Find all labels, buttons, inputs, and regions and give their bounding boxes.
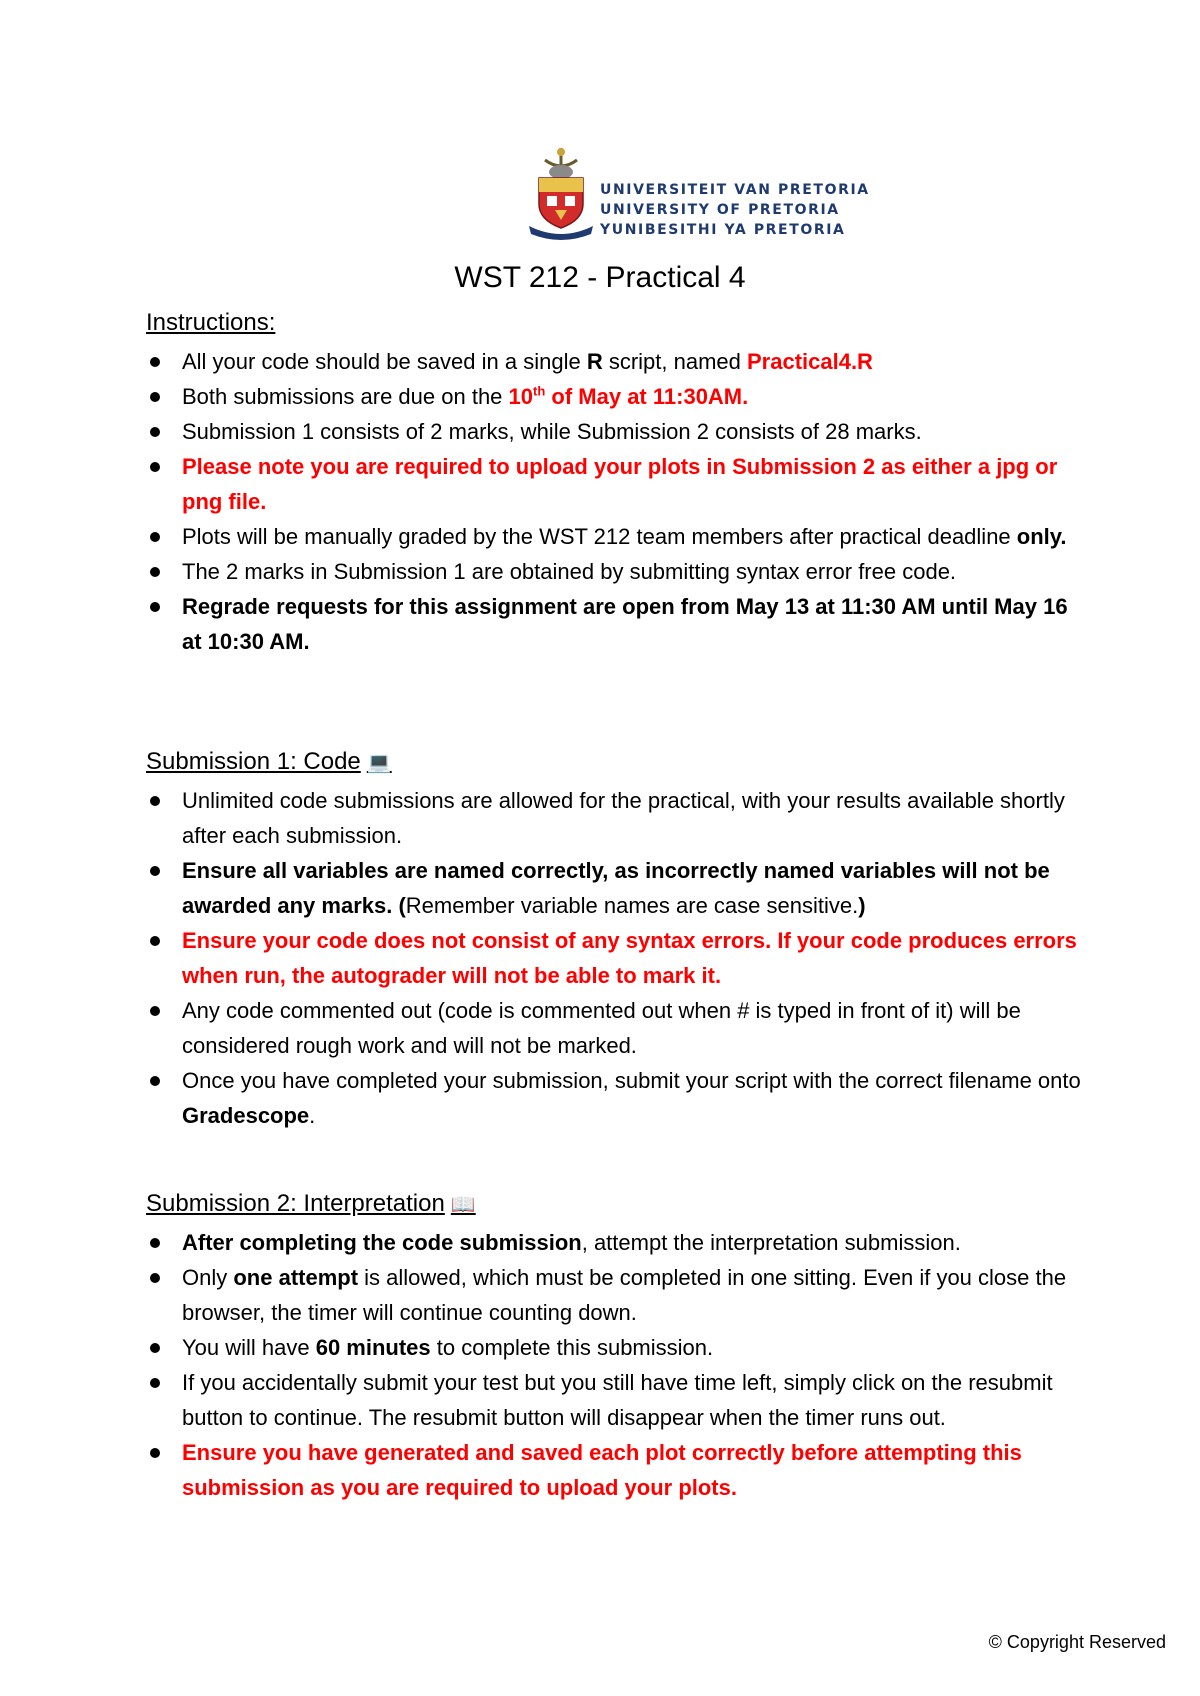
due-date: 10th of May at 11:30AM. bbox=[508, 383, 749, 409]
list-item: If you accidentally submit your test but you still have time left, simply click on the resubmit button to continue. The resubmit button will disappear when the timer runs out. bbox=[146, 1365, 1086, 1435]
list-item: After completing the code submission, attempt the interpretation submission. bbox=[146, 1225, 1086, 1260]
bullet-icon bbox=[150, 1448, 160, 1458]
script-filename: Practical4.R bbox=[746, 349, 873, 374]
bullet-icon bbox=[150, 602, 160, 612]
bullet-icon bbox=[150, 392, 160, 402]
bullet-icon bbox=[150, 532, 160, 542]
submission1-heading: Submission 1: Code 💻 bbox=[146, 748, 392, 775]
logo-line-sepedi: YUNIBESITHI YA PRETORIA bbox=[600, 222, 846, 238]
copyright-notice: © Copyright Reserved bbox=[988, 1632, 1166, 1652]
bullet-icon bbox=[150, 462, 160, 472]
bullet-icon bbox=[150, 1076, 160, 1086]
instructions-heading: Instructions: bbox=[146, 309, 276, 336]
bullet-icon bbox=[150, 427, 160, 437]
submission2-heading: Submission 2: Interpretation 📖 bbox=[146, 1190, 476, 1217]
submission1-list bbox=[146, 783, 1086, 1133]
bullet-icon bbox=[150, 1343, 160, 1353]
laptop-icon: 💻 bbox=[366, 750, 392, 774]
instructions-section bbox=[146, 306, 1086, 659]
list-item: Ensure your code does not consist of any syntax errors. If your code produces errors when run, the autograder will not be able to mark it. bbox=[146, 923, 1086, 993]
bullet-icon bbox=[150, 866, 160, 876]
bullet-icon bbox=[150, 936, 160, 946]
submission2-section bbox=[146, 1187, 1086, 1505]
university-logo bbox=[525, 146, 870, 246]
list-item: Regrade requests for this assignment are open from May 13 at 11:30 AM until May 16 at 10:30 AM. bbox=[146, 589, 1086, 659]
submission1-section bbox=[146, 745, 1086, 1133]
book-icon: 📖 bbox=[450, 1192, 476, 1216]
instructions-list bbox=[146, 344, 1086, 659]
crest-icon bbox=[525, 146, 597, 242]
bullet-icon bbox=[150, 1238, 160, 1248]
page-title: WST 212 - Practical 4 bbox=[454, 261, 746, 294]
bullet-icon bbox=[150, 796, 160, 806]
list-item: You will have 60 minutes to complete this submission. bbox=[146, 1330, 1086, 1365]
list-item: All your code should be saved in a single R script, named Practical4.R bbox=[146, 344, 1086, 379]
list-item: Plots will be manually graded by the WST 212 team members after practical deadline only. bbox=[146, 519, 1086, 554]
bullet-icon bbox=[150, 567, 160, 577]
list-item: Please note you are required to upload your plots in Submission 2 as either a jpg or png file. bbox=[146, 449, 1086, 519]
bullet-icon bbox=[150, 357, 160, 367]
list-item: Only one attempt is allowed, which must be completed in one sitting. Even if you close the browser, the timer will continue counting down. bbox=[146, 1260, 1086, 1330]
bullet-icon bbox=[150, 1006, 160, 1016]
list-item: Submission 1 consists of 2 marks, while Submission 2 consists of 28 marks. bbox=[146, 414, 1086, 449]
submission2-list bbox=[146, 1225, 1086, 1505]
list-item: Both submissions are due on the 10th of May at 11:30AM. bbox=[146, 379, 1086, 414]
bullet-icon bbox=[150, 1378, 160, 1388]
list-item: Any code commented out (code is commented out when # is typed in front of it) will be considered rough work and will not be marked. bbox=[146, 993, 1086, 1063]
bullet-icon bbox=[150, 1273, 160, 1283]
list-item: Ensure you have generated and saved each plot correctly before attempting this submission as you are required to upload your plots. bbox=[146, 1435, 1086, 1505]
list-item: Once you have completed your submission, submit your script with the correct filename onto Gradescope. bbox=[146, 1063, 1086, 1133]
list-item: The 2 marks in Submission 1 are obtained by submitting syntax error free code. bbox=[146, 554, 1086, 589]
list-item: Ensure all variables are named correctly, as incorrectly named variables will not be awarded any marks. (Remember variable names are case sensitive.) bbox=[146, 853, 1086, 923]
logo-line-afrikaans: UNIVERSITEIT VAN PRETORIA bbox=[600, 182, 870, 198]
logo-line-english: UNIVERSITY OF PRETORIA bbox=[600, 202, 840, 218]
list-item: Unlimited code submissions are allowed for the practical, with your results available shortly after each submission. bbox=[146, 783, 1086, 853]
logo-wordmark bbox=[600, 180, 870, 240]
